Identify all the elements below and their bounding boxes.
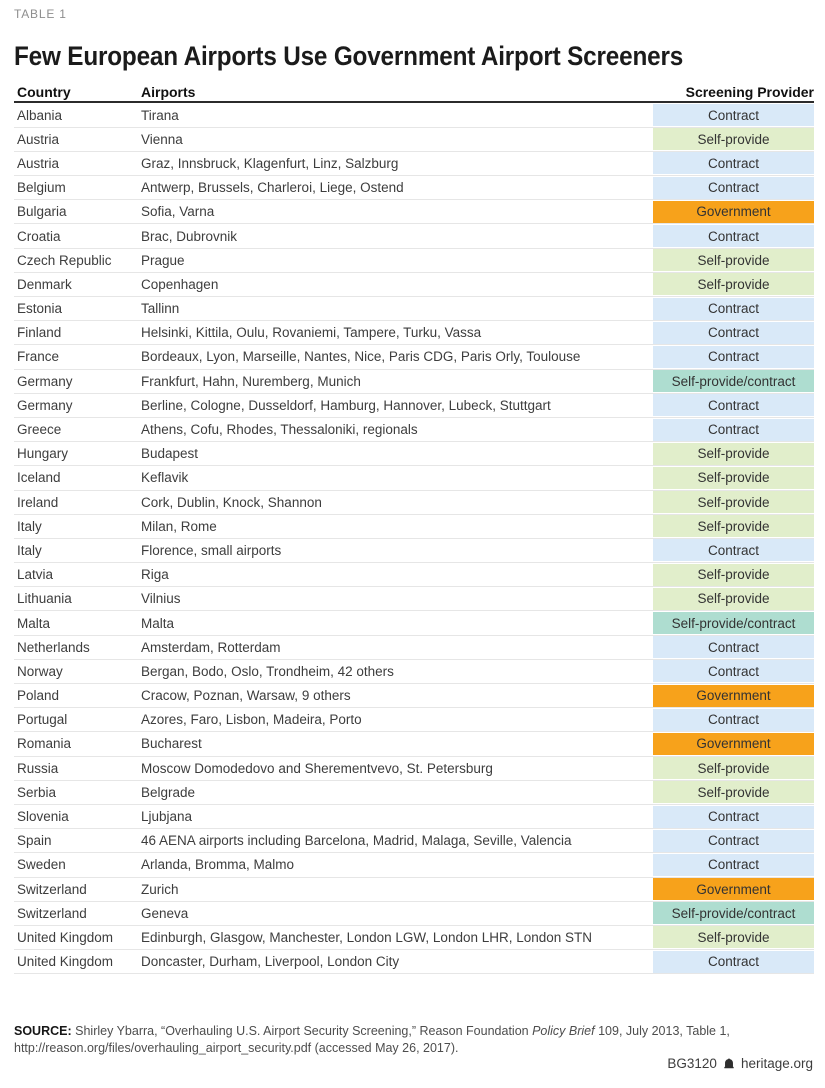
cell-airports: Bergan, Bodo, Oslo, Trondheim, 42 others (141, 663, 394, 679)
source-text-italic: Policy Brief (532, 1023, 595, 1038)
provider-badge: Contract (653, 346, 814, 368)
cell-screening-provider (653, 515, 814, 538)
provider-badge: Self-provide (653, 564, 814, 586)
cell-screening-provider (653, 950, 814, 973)
cell-screening-provider (653, 200, 814, 223)
cell-screening-provider (653, 297, 814, 320)
cell-screening-provider (653, 636, 814, 659)
provider-badge: Self-provide (653, 467, 814, 489)
provider-badge: Contract (653, 152, 814, 174)
cell-country: Serbia (17, 784, 57, 800)
provider-badge: Government (653, 733, 814, 755)
cell-airports: Frankfurt, Hahn, Nuremberg, Munich (141, 373, 361, 389)
table-row (14, 224, 814, 248)
table-row (14, 176, 814, 200)
table-row (14, 491, 814, 515)
document-id: BG3120 (667, 1056, 717, 1071)
cell-screening-provider (653, 926, 814, 949)
cell-country: Switzerland (17, 905, 87, 921)
provider-badge: Contract (653, 419, 814, 441)
table-row (14, 104, 814, 128)
provider-badge: Self-provide (653, 273, 814, 295)
table-row (14, 200, 814, 224)
cell-country: Romania (17, 736, 72, 752)
cell-airports: Zurich (141, 881, 179, 897)
cell-country: Netherlands (17, 639, 90, 655)
cell-country: Norway (17, 663, 63, 679)
table-row (14, 805, 814, 829)
provider-badge: Self-provide (653, 757, 814, 779)
table-row (14, 587, 814, 611)
provider-badge: Government (653, 685, 814, 707)
provider-badge: Contract (653, 854, 814, 876)
provider-badge: Contract (653, 951, 814, 973)
provider-badge: Government (653, 878, 814, 900)
cell-country: Italy (17, 542, 42, 558)
cell-screening-provider (653, 345, 814, 368)
cell-airports: Arlanda, Bromma, Malmo (141, 857, 295, 873)
cell-airports: Copenhagen (141, 276, 219, 292)
provider-badge: Government (653, 201, 814, 223)
cell-airports: Bucharest (141, 736, 202, 752)
table-row (14, 321, 814, 345)
cell-screening-provider (653, 466, 814, 489)
cell-screening-provider (653, 418, 814, 441)
cell-screening-provider (653, 853, 814, 876)
provider-badge: Self-provide/contract (653, 370, 814, 392)
cell-screening-provider (653, 902, 814, 925)
provider-badge: Contract (653, 322, 814, 344)
cell-airports: Malta (141, 615, 175, 631)
provider-badge: Self-provide (653, 781, 814, 803)
cell-airports: Vilnius (141, 591, 181, 607)
table-row (14, 466, 814, 490)
cell-airports: Helsinki, Kittila, Oulu, Rovaniemi, Tampere, Turku, Vassa (141, 325, 482, 341)
cell-screening-provider (653, 539, 814, 562)
cell-screening-provider (653, 708, 814, 731)
table-row (14, 781, 814, 805)
table-row (14, 539, 814, 563)
provider-badge: Contract (653, 104, 814, 126)
cell-country: Spain (17, 833, 52, 849)
cell-country: France (17, 349, 60, 365)
provider-badge: Self-provide (653, 443, 814, 465)
cell-airports: Amsterdam, Rotterdam (141, 639, 281, 655)
table-row (14, 878, 814, 902)
cell-country: Estonia (17, 301, 63, 317)
provider-badge: Contract (653, 539, 814, 561)
cell-country: Bulgaria (17, 204, 67, 220)
table-row (14, 684, 814, 708)
table-row (14, 128, 814, 152)
cell-screening-provider (653, 321, 814, 344)
source-text-1: Shirley Ybarra, “Overhauling U.S. Airport Security Screening,” Reason Foundation (71, 1023, 533, 1038)
cell-country: Russia (17, 760, 59, 776)
provider-badge: Contract (653, 225, 814, 247)
provider-badge: Self-provide (653, 491, 814, 513)
cell-screening-provider (653, 781, 814, 804)
table-header-row (14, 84, 814, 100)
provider-badge: Contract (653, 394, 814, 416)
cell-airports: Cracow, Poznan, Warsaw, 9 others (141, 688, 351, 704)
cell-country: Finland (17, 325, 62, 341)
cell-country: Poland (17, 688, 60, 704)
table-row (14, 660, 814, 684)
cell-country: Sweden (17, 857, 66, 873)
cell-airports: Belgrade (141, 784, 196, 800)
cell-country: Hungary (17, 446, 69, 462)
cell-country: Ireland (17, 494, 59, 510)
cell-airports: Vienna (141, 131, 183, 147)
cell-screening-provider (653, 732, 814, 755)
cell-airports: Sofia, Varna (141, 204, 215, 220)
site-name: heritage.org (740, 1056, 813, 1071)
table-row (14, 926, 814, 950)
provider-badge: Contract (653, 806, 814, 828)
column-header-screening-provider: Screening Provider (685, 84, 814, 100)
cell-country: Latvia (17, 567, 54, 583)
cell-airports: Tirana (141, 107, 179, 123)
cell-screening-provider (653, 394, 814, 417)
provider-badge: Contract (653, 177, 814, 199)
cell-screening-provider (653, 829, 814, 852)
cell-country: Iceland (17, 470, 61, 486)
table-row (14, 611, 814, 635)
cell-country: Lithuania (17, 591, 72, 607)
cell-airports: Budapest (141, 446, 199, 462)
cell-airports: Graz, Innsbruck, Klagenfurt, Linz, Salzburg (141, 155, 399, 171)
provider-badge: Self-provide (653, 249, 814, 271)
table-row (14, 829, 814, 853)
cell-country: Czech Republic (17, 252, 112, 268)
table-row (14, 732, 814, 756)
cell-airports: 46 AENA airports including Barcelona, Madrid, Malaga, Seville, Valencia (141, 833, 572, 849)
cell-country: Slovenia (17, 809, 69, 825)
cell-screening-provider (653, 491, 814, 514)
cell-country: Switzerland (17, 881, 87, 897)
column-header-airports: Airports (141, 84, 196, 100)
cell-screening-provider (653, 152, 814, 175)
provider-badge: Contract (653, 636, 814, 658)
table-row (14, 297, 814, 321)
table-row (14, 708, 814, 732)
table-row (14, 902, 814, 926)
cell-country: United Kingdom (17, 954, 114, 970)
cell-airports: Geneva (141, 905, 189, 921)
table-row (14, 442, 814, 466)
table-number-label: TABLE 1 (14, 7, 67, 21)
provider-badge: Self-provide (653, 588, 814, 610)
cell-screening-provider (653, 104, 814, 127)
cell-airports: Prague (141, 252, 185, 268)
table-row (14, 515, 814, 539)
cell-airports: Athens, Cofu, Rhodes, Thessaloniki, regionals (141, 422, 418, 438)
cell-screening-provider (653, 442, 814, 465)
cell-airports: Azores, Faro, Lisbon, Madeira, Porto (141, 712, 362, 728)
cell-screening-provider (653, 176, 814, 199)
heritage-bell-icon (722, 1057, 736, 1071)
cell-screening-provider (653, 878, 814, 901)
cell-airports: Doncaster, Durham, Liverpool, London City (141, 954, 400, 970)
cell-screening-provider (653, 563, 814, 586)
provider-badge: Contract (653, 830, 814, 852)
cell-screening-provider (653, 273, 814, 296)
provider-badge: Self-provide (653, 515, 814, 537)
cell-screening-provider (653, 611, 814, 634)
table-body (14, 104, 814, 975)
table-row (14, 853, 814, 877)
cell-country: United Kingdom (17, 929, 114, 945)
source-label: SOURCE: (14, 1023, 72, 1038)
table-row (14, 950, 814, 974)
cell-airports: Moscow Domodedovo and Sherementvevo, St. Petersburg (141, 760, 493, 776)
cell-screening-provider (653, 684, 814, 707)
table-row (14, 370, 814, 394)
cell-airports: Ljubjana (141, 809, 193, 825)
cell-country: Italy (17, 518, 42, 534)
table-row (14, 345, 814, 369)
cell-country: Austria (17, 131, 60, 147)
cell-airports: Bordeaux, Lyon, Marseille, Nantes, Nice, Paris CDG, Paris Orly, Toulouse (141, 349, 581, 365)
cell-country: Greece (17, 422, 62, 438)
cell-country: Malta (17, 615, 51, 631)
provider-badge: Self-provide/contract (653, 902, 814, 924)
cell-country: Croatia (17, 228, 61, 244)
table-row (14, 757, 814, 781)
cell-country: Germany (17, 373, 73, 389)
cell-airports: Brac, Dubrovnik (141, 228, 238, 244)
provider-badge: Contract (653, 709, 814, 731)
cell-country: Portugal (17, 712, 68, 728)
provider-badge: Contract (653, 298, 814, 320)
page-title: Few European Airports Use Government Airport Screeners (14, 41, 684, 72)
table-row (14, 273, 814, 297)
provider-badge: Self-provide (653, 128, 814, 150)
cell-airports: Milan, Rome (141, 518, 217, 534)
table-row (14, 636, 814, 660)
provider-badge: Contract (653, 660, 814, 682)
source-note (14, 1023, 754, 1057)
cell-screening-provider (653, 249, 814, 272)
cell-airports: Antwerp, Brussels, Charleroi, Liege, Ostend (141, 180, 404, 196)
cell-country: Denmark (17, 276, 72, 292)
table-row (14, 563, 814, 587)
table-row (14, 394, 814, 418)
table-row (14, 249, 814, 273)
cell-screening-provider (653, 128, 814, 151)
provider-badge: Self-provide (653, 926, 814, 948)
cell-airports: Edinburgh, Glasgow, Manchester, London LGW, London LHR, London STN (141, 929, 593, 945)
cell-country: Austria (17, 155, 60, 171)
column-header-country: Country (17, 84, 71, 100)
cell-country: Belgium (17, 180, 66, 196)
cell-airports: Keflavik (141, 470, 189, 486)
cell-country: Albania (17, 107, 63, 123)
brand-line (667, 1056, 813, 1071)
cell-screening-provider (653, 587, 814, 610)
cell-airports: Tallinn (141, 301, 180, 317)
cell-country: Germany (17, 397, 73, 413)
table-row (14, 152, 814, 176)
cell-screening-provider (653, 757, 814, 780)
cell-airports: Riga (141, 567, 169, 583)
provider-badge: Self-provide/contract (653, 612, 814, 634)
table-row (14, 418, 814, 442)
source-text-2: 109, July 2013, Table 1, (594, 1023, 730, 1038)
cell-airports: Berline, Cologne, Dusseldorf, Hamburg, Hannover, Lubeck, Stuttgart (141, 397, 551, 413)
cell-screening-provider (653, 224, 814, 247)
source-url: http://reason.org/files/overhauling_airport_security.pdf (accessed May 26, 2017). (14, 1040, 459, 1055)
cell-screening-provider (653, 805, 814, 828)
cell-airports: Cork, Dublin, Knock, Shannon (141, 494, 322, 510)
cell-airports: Florence, small airports (141, 542, 282, 558)
cell-screening-provider (653, 660, 814, 683)
cell-screening-provider (653, 370, 814, 393)
